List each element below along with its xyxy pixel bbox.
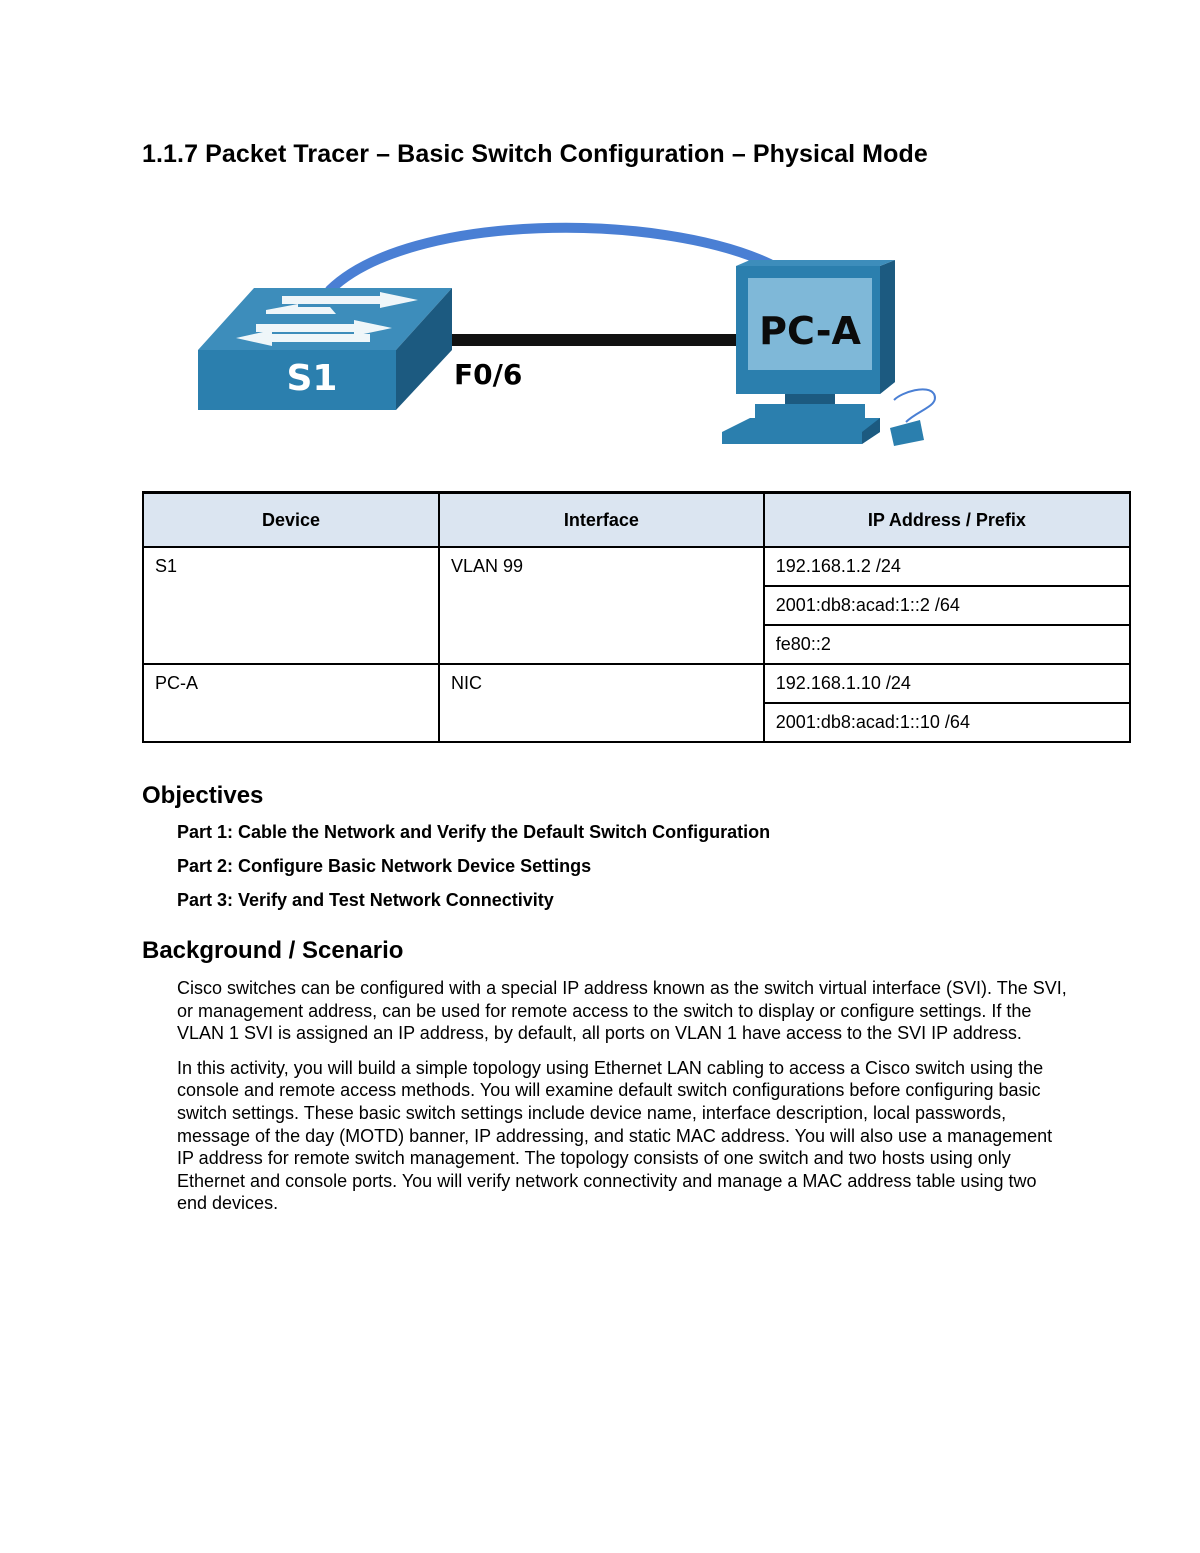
switch-label: S1 <box>286 358 338 399</box>
objective-part-3: Part 3: Verify and Test Network Connectivity <box>177 890 554 910</box>
pc-a-icon <box>722 260 935 446</box>
objectives-list <box>177 822 770 924</box>
cell-device: S1 <box>143 547 439 664</box>
link-label: F0/6 <box>454 358 523 391</box>
switch-s1-icon <box>198 288 452 410</box>
background-paragraph-2: In this activity, you will build a simple topology using Ethernet LAN cabling to access a Cisco switch using the console and remote access methods. You will examine default switch configurations before configuring basic switch settings. These basic switch settings include device name, interface description, local passwords, message of the day (MOTD) banner, IP addressing, and static MAC address. You will also use a management IP address for remote switch management. The topology consists of one switch and two hosts using only Ethernet and console ports. You will verify network connectivity and manage a MAC address table using two end devices. <box>177 1057 1053 1214</box>
table-row <box>143 547 1130 586</box>
page-title: 1.1.7 Packet Tracer – Basic Switch Configuration – Physical Mode <box>142 140 928 168</box>
cell-interface: NIC <box>439 664 764 742</box>
header-ip-address: IP Address / Prefix <box>764 493 1130 548</box>
cell-ip-address: 2001:db8:acad:1::10 /64 <box>764 703 1130 742</box>
addressing-table <box>142 491 1131 743</box>
cell-ip-address: 192.168.1.2 /24 <box>764 547 1130 586</box>
objective-part-1: Part 1: Cable the Network and Verify the Default Switch Configuration <box>177 822 771 842</box>
cell-ip-address: 2001:db8:acad:1::2 /64 <box>764 586 1130 625</box>
table-header-row <box>143 493 1130 548</box>
background-paragraph-1: Cisco switches can be configured with a special IP address known as the switch virtual interface (SVI). The SVI, or management address, can be used for remote access to the switch to display or configure settings. If the VLAN 1 SVI is assigned an IP address, by default, all ports on VLAN 1 have access to the SVI IP address. <box>177 978 1067 1044</box>
header-device: Device <box>143 493 439 548</box>
pc-label: PC-A <box>759 309 861 353</box>
console-cable <box>330 228 770 290</box>
cell-device: PC-A <box>143 664 439 742</box>
header-interface: Interface <box>439 493 764 548</box>
objective-part-2: Part 2: Configure Basic Network Device Settings <box>177 856 592 876</box>
cell-ip-address: fe80::2 <box>764 625 1130 664</box>
table-row <box>143 664 1130 703</box>
background-text <box>177 977 1067 1227</box>
cell-interface: VLAN 99 <box>439 547 764 664</box>
topology-diagram <box>190 222 950 462</box>
background-heading: Background / Scenario <box>142 937 404 964</box>
cell-ip-address: 192.168.1.10 /24 <box>764 664 1130 703</box>
objectives-heading: Objectives <box>142 782 264 809</box>
